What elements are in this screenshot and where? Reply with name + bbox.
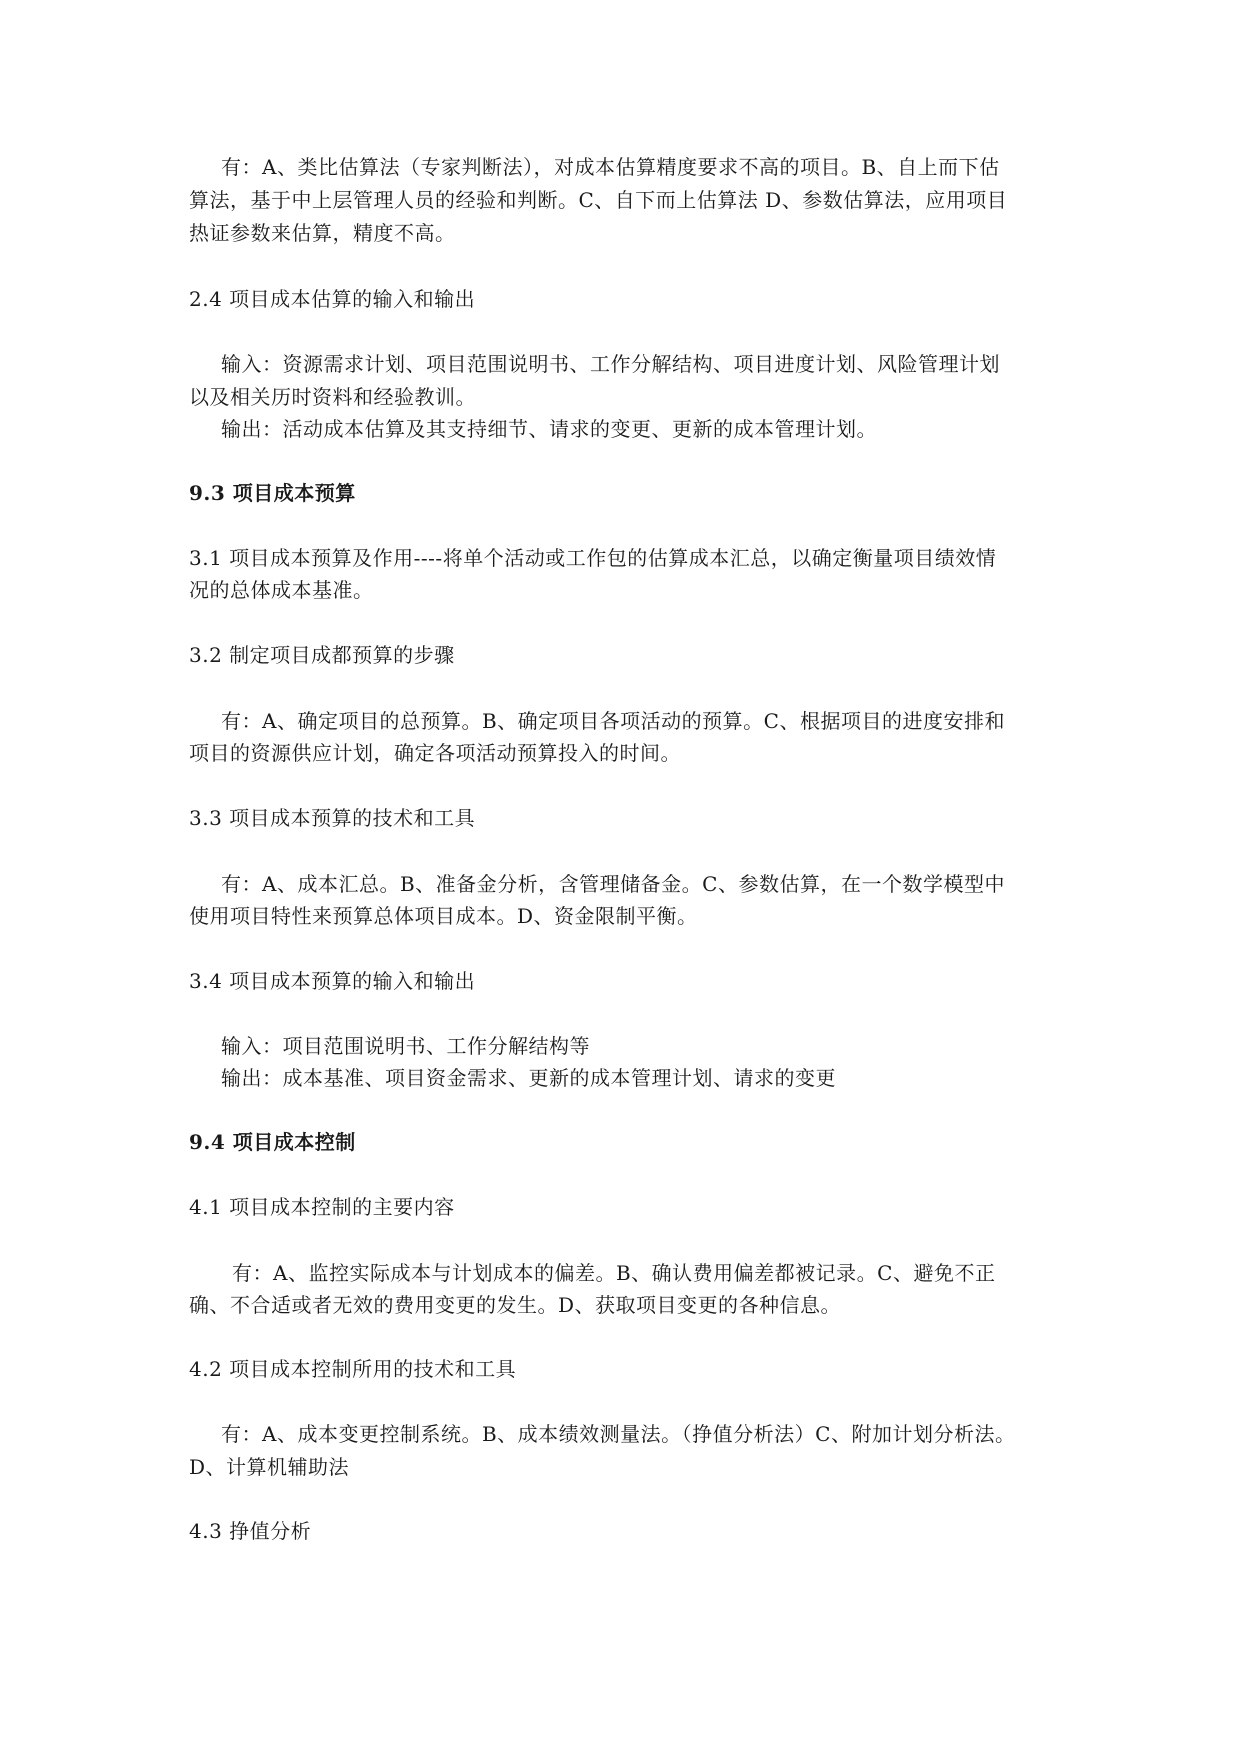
- paragraph-line: 有：A、监控实际成本与计划成本的偏差。B、确认费用偏差都被记录。C、避免不正: [232, 1261, 996, 1285]
- paragraph-line: 输入：资源需求计划、项目范围说明书、工作分解结构、项目进度计划、风险管理计划: [221, 352, 1000, 376]
- paragraph-line: 有：A、类比估算法（专家判断法），对成本估算精度要求不高的项目。B、自上而下估: [221, 155, 1000, 179]
- section-heading: 4.1 项目成本控制的主要内容: [189, 1195, 455, 1219]
- paragraph-line: 确、不合适或者无效的费用变更的发生。D、获取项目变更的各种信息。: [189, 1293, 842, 1317]
- section-heading: 3.3 项目成本预算的技术和工具: [189, 806, 476, 830]
- paragraph-line: 算法，基于中上层管理人员的经验和判断。C、自下而上估算法 D、参数估算法，应用项目: [189, 188, 1008, 212]
- paragraph-line: 输出：活动成本估算及其支持细节、请求的变更、更新的成本管理计划。: [221, 417, 877, 441]
- paragraph-line: 有：A、成本变更控制系统。B、成本绩效测量法。（挣值分析法）C、附加计划分析法。: [221, 1422, 1016, 1446]
- chapter-heading: 9.4 项目成本控制: [189, 1130, 356, 1154]
- paragraph-line: 输出：成本基准、项目资金需求、更新的成本管理计划、请求的变更: [221, 1066, 836, 1090]
- section-heading: 3.2 制定项目成都预算的步骤: [189, 643, 455, 667]
- paragraph-line: 使用项目特性来预算总体项目成本。D、资金限制平衡。: [189, 904, 698, 928]
- paragraph-line: 有：A、确定项目的总预算。B、确定项目各项活动的预算。C、根据项目的进度安排和: [221, 709, 1005, 733]
- paragraph-line: 有：A、成本汇总。B、准备金分析，含管理储备金。C、参数估算，在一个数学模型中: [221, 872, 1005, 896]
- paragraph-line: 以及相关历时资料和经验教训。: [189, 385, 476, 409]
- section-heading: 4.2 项目成本控制所用的技术和工具: [189, 1357, 517, 1381]
- paragraph-line: D、计算机辅助法: [189, 1455, 350, 1479]
- paragraph-line: 热证参数来估算，精度不高。: [189, 221, 456, 245]
- paragraph-line: 输入：项目范围说明书、工作分解结构等: [221, 1034, 590, 1058]
- paragraph-line: 况的总体成本基准。: [189, 578, 374, 602]
- paragraph-line: 项目的资源供应计划，确定各项活动预算投入的时间。: [189, 741, 681, 765]
- section-heading: 3.4 项目成本预算的输入和输出: [189, 969, 476, 993]
- section-heading: 2.4 项目成本估算的输入和输出: [189, 287, 476, 311]
- chapter-heading: 9.3 项目成本预算: [189, 481, 356, 505]
- section-heading: 4.3 挣值分析: [189, 1519, 312, 1543]
- paragraph-line: 3.1 项目成本预算及作用----将单个活动或工作包的估算成本汇总，以确定衡量项目绩效情: [189, 546, 997, 570]
